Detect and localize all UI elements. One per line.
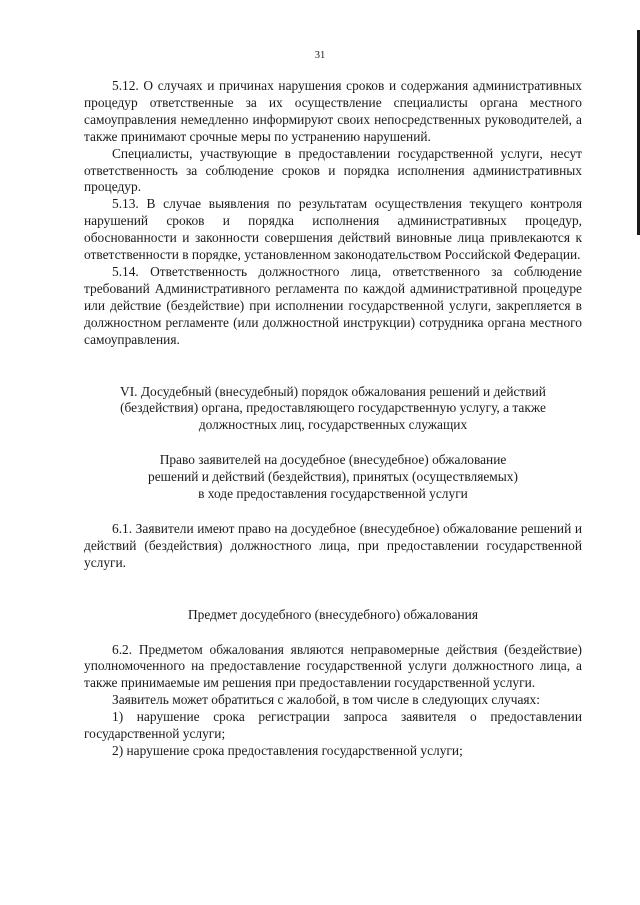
paragraph-6-1: 6.1. Заявители имеют право на досудебное (внесудебное) обжалование решений и действий (бездействия) должностного лица, при предоставлении государственной услуги. (84, 520, 582, 570)
document-body (84, 78, 582, 760)
subheading-line: решений и действий (бездействия), принятых (осуществляемых) (148, 469, 518, 485)
paragraph-6-2: 6.2. Предметом обжалования являются неправомерные действия (бездействие) уполномоченного на предоставление государственной услуги должностного лица, а также принимаемые им решения при предоставлении государственной услуги. (84, 641, 582, 691)
section-heading-line: должностных лиц, государственных служащих (198, 417, 468, 433)
paragraph-cases-intro: Заявитель может обратиться с жалобой, в том числе в следующих случаях: (112, 692, 540, 708)
page-number: 31 (314, 50, 326, 61)
section-heading-line: VI. Досудебный (внесудебный) порядок обжалования решений и действий (120, 383, 546, 399)
paragraph-5-13: 5.13. В случае выявления по результатам осуществления текущего контроля нарушений сроков и порядка исполнения административных процедур, обоснованности и законности совершения действий виновные лица привлекаются к ответственности в порядке, установленном законодательством Российской Федерации. (84, 196, 582, 263)
subheading-rights (84, 452, 582, 503)
paragraph-5-12: 5.12. О случаях и причинах нарушения сроков и содержания административных процедур ответственные за их осуществление специалисты органа местного самоуправления немедленно информируют своих непосредственных руководителей, а также принимают срочные меры по устранению нарушений. (84, 78, 582, 144)
paragraph-specialists: Специалисты, участвующие в предоставлении государственной услуги, несут ответственность за соблюдение сроков и порядка исполнения административных процедур. (84, 145, 582, 195)
list-item: 1) нарушение срока регистрации запроса заявителя о предоставлении государственной услуги; (84, 709, 582, 742)
subheading-line: Право заявителей на досудебное (внесудебное) обжалование (159, 452, 507, 468)
section-heading-line: (бездействия) органа, предоставляющего государственную услугу, а также (120, 400, 546, 416)
list-item: 2) нарушение срока предоставления государственной услуги; (112, 743, 463, 758)
paragraph-5-14: 5.14. Ответственность должностного лица, ответственного за соблюдение требований Административного регламента по каждой административной процедуре или действие (бездействие) при исполнении государственной услуги, закрепляется в должностном регламенте (или должностной инструкции) сотрудника органа местного самоуправления. (84, 263, 582, 347)
subheading-line: в ходе предоставления государственной услуги (198, 486, 468, 502)
subheading-subject: Предмет досудебного (внесудебного) обжалования (187, 606, 479, 622)
section-heading (84, 384, 582, 435)
